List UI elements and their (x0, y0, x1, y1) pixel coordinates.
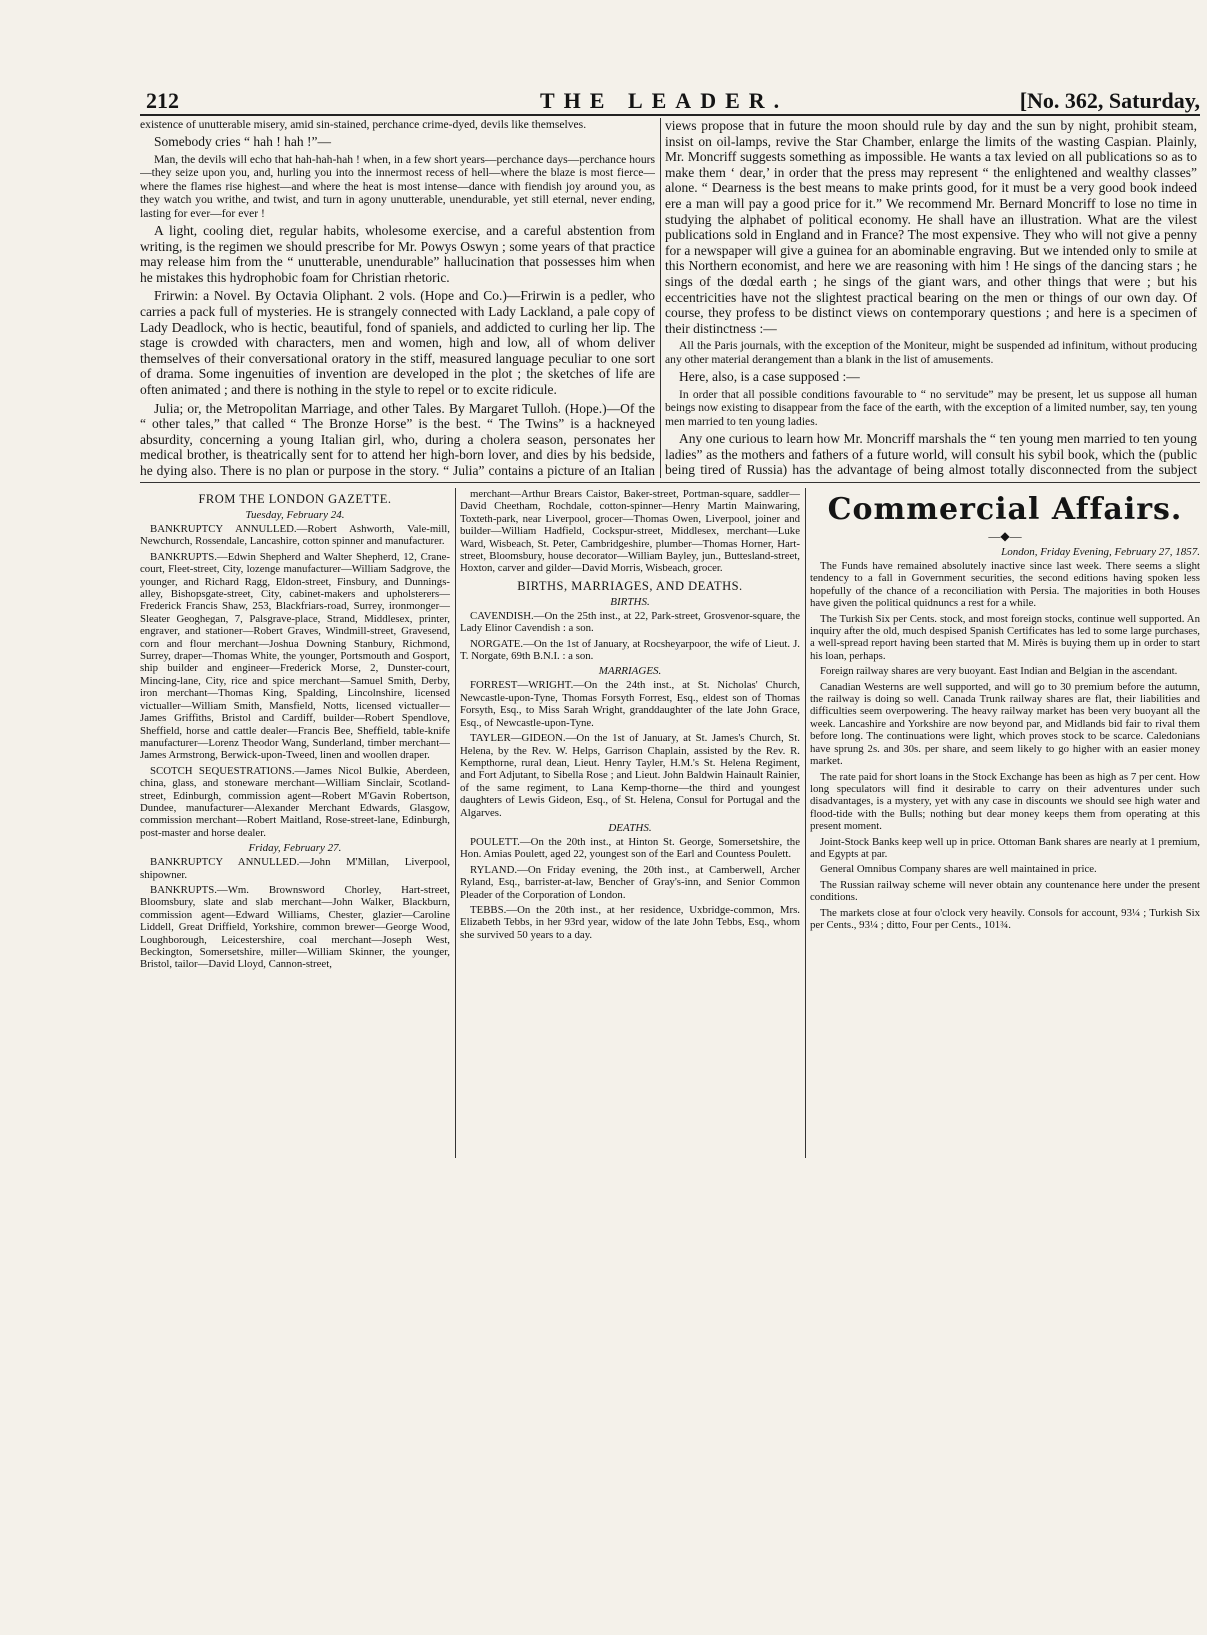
subheading: BIRTHS. (610, 595, 650, 608)
quotation: In order that all possible conditions favourable to “ no servitude” may be present, let us suppose all human beings now existing to disappear from the face of the earth, with the exception of a limited number, say, ten young men married to ten young ladies. (665, 387, 1197, 428)
paragraph: The Turkish Six per Cents. stock, and most foreign stocks, continue well supported. An inquiry after the old, much despised Spanish Certificates has led to some large purchases, a well-spread report having been started that M. Mirès is buying them up in order to start his loan, perhaps. (810, 612, 1200, 662)
commercial-heading: Commercial Affairs. (827, 492, 1183, 527)
ornament-divider: —◆— (988, 529, 1022, 543)
column-divider (660, 118, 661, 478)
page-number: 212 (146, 88, 179, 113)
paragraph: Foreign railway shares are very buoyant. East Indian and Belgian in the ascendant. (820, 665, 1178, 678)
paragraph: General Omnibus Company shares are well maintained in price. (820, 863, 1097, 876)
paragraph: Julia; or, the Metropolitan Marriage, and other Tales. By Margaret Tulloh. (Hope.)—Of the “ other tales,” that called “ The Bronze Horse” is the best. “ The Twins” is a hackneyed absurdity, concerning a young Italian girl, who, during a cholera season, personates her medical brother, is theatrically sent for to attend her high-born lover, and dies by his bedside, he dying also. There is no plan or purpose in the story. “ Julia” contains a picture of an Italian (140, 400, 655, 478)
column-gazette-births (460, 488, 800, 1158)
newspaper-title: THE LEADER. (540, 88, 789, 113)
paragraph: existence of unutterable misery, amid sin-stained, perchance crime-dyed, devils like themselves. (140, 118, 587, 131)
section-heading: FROM THE LONDON GAZETTE. (198, 492, 392, 506)
column-divider (805, 488, 806, 1158)
masthead (140, 88, 1200, 116)
paragraph: Canadian Westerns are well supported, and will go to 30 premium before the autumn, the railway is doing so well. Canada Trunk railway shares are flat, their liabilities and difficulties seem overpowering. The heavy railway market has been very buoyant all the week. Lancashire and Yorkshire are now beyond par, and Midlands bid fair to rival them before long. The continuations were light, which proves stock to be scarce. Caledonians have sprung 2s. and 30s. per share, and seem likely to go higher with an easier money market. (810, 680, 1200, 768)
gazette-entry: SCOTCH SEQUESTRATIONS.—James Nicol Bulkie, Aberdeen, china, glass, and stoneware merchant—William Sinclair, Scotland-street, Edinburgh, commission agent—Robert M'Gavin Robertson, Dundee, manufacturer—Alexander Merchant Edwards, Glasgow, commission merchant—Robert Maitland, Rose-street-lane, Edinburgh, post-master and horse dealer. (140, 764, 450, 839)
paragraph: Somebody cries “ hah ! hah !”— (154, 134, 331, 150)
gazette-entry: BANKRUPTS.—Edwin Shepherd and Walter Shepherd, 12, Crane-court, Fleet-street, City, lozenge manufacturer—William Sadgrove, the younger, and Richard Ragg, Eldon-street, Finsbury, and Dunnings-alley, Bishopsgate-street, City, cabinet-makers and upholsterers—Frederick Francis Shaw, 253, Blackfriars-road, Surrey, ironmonger—Sleater Geoghegan, 7, Palsgrave-place, Strand, Middlesex, printer, engraver, and stationer—Robert Graves, Windmill-street, Gravesend, corn and flour merchant—Joshua Downing Stanbury, Richmond, Surrey, draper—Thomas White, the younger, Portsmouth and Gosport, ship builder and engineer—Frederick Morse, 2, Dunster-court, Mincing-lane, City, rice and spice merchant—Samuel Smith, Derby, iron merchant—Thomas King, Spalding, Lincolnshire, licensed victualler—William Smith, Mansfield, Notts, licensed victualler—James Griffiths, Bristol and Cardiff, builder—Robert Spendlove, Sheffield, horse and cattle dealer—Francis Bee, Sheffield, table-knife manufacturer—Lorenz Theodor Wang, Sunderland, timber merchant—James Armstrong, Berwick-upon-Tweed, linen and woollen draper. (140, 550, 450, 762)
paragraph: The markets close at four o'clock very heavily. Consols for account, 93¼ ; Turkish Six per Cents., 93¼ ; ditto, Four per Cents., 101¾. (810, 906, 1200, 931)
dateline: London, Friday Evening, February 27, 1857. (1001, 546, 1200, 558)
notice: FORREST—WRIGHT.—On the 24th inst., at St. Nicholas' Church, Newcastle-upon-Tyne, Thomas Forsyth Forrest, Esq., eldest son of Thomas Forsyth, Esq., to Miss Sarah Wright, granddaughter of the late John Grace, Esq., of Newcastle-upon-Tyne. (460, 679, 800, 729)
subheading: MARRIAGES. (598, 665, 662, 678)
subheading: DEATHS. (608, 821, 652, 834)
gazette-entry: merchant—Arthur Brears Caistor, Baker-street, Portman-square, saddler—David Cheetham, Rochdale, cotton-spinner—Henry Martin Mainwaring, Toxteth-park, near Liverpool, grocer—Thomas Owen, Liverpool, joiner and builder—William Hadfield, Cockspur-street, Middlesex, merchant—Luke Ward, Wisbeach, St. Peter, Cambridgeshire, plumber—Thomas Horner, Hart-street, Bloomsbury, house decorator—William Bayley, jun., Buttesland-street, Hoxton, carver and gilder—David Morris, Wisbeach, grocer. (460, 488, 800, 575)
section-rule (140, 482, 1200, 483)
dateline: Tuesday, February 24. (245, 509, 345, 521)
column-divider (455, 488, 456, 1158)
column-commercial (810, 488, 1200, 1158)
gazette-entry: BANKRUPTCY ANNULLED.—Robert Ashworth, Vale-mill, Newchurch, Rossendale, Lancashire, cotton spinner and manufacturer. (140, 523, 450, 548)
column-review-arts (665, 118, 1197, 478)
column-gazette (140, 488, 450, 1158)
notice: TEBBS.—On the 20th inst., at her residence, Uxbridge-common, Mrs. Elizabeth Tebbs, in her 93rd year, widow of the late John Tebbs, Esq., whom she survived 50 years to a day. (460, 903, 800, 941)
column-reviews (140, 118, 655, 478)
paragraph: Any one curious to learn how Mr. Moncriff marshals the “ ten young men married to ten young ladies” as the mothers and fathers of a future world, will consult his sybil book, which the (public being tired of Russia) has the advantage of being almost totally disconnected from the subject (665, 430, 1197, 478)
paragraph: Man, the devils will echo that hah-hah-hah ! when, in a few short years—perchance days—perchance hours—they seize upon you, and, hurling you into the innermost recess of hell—where the blaze is most fierce—where the flames rise highest—and where the heat is most intense—dance with fiendish joy around you, as they watch you writhe, and twist, and turn in agony unutterable, unendurable, yet still eternal, never ending, lasting for ever—for ever ! (140, 153, 655, 220)
notice: CAVENDISH.—On the 25th inst., at 22, Park-street, Grosvenor-square, the Lady Elinor Cavendish : a son. (460, 609, 800, 635)
issue-info: [No. 362, Saturday, (1019, 88, 1200, 113)
masthead-rule (140, 114, 1200, 116)
paragraph: views propose that in future the moon should rule by day and the sun by night, prohibit steam, insist on oil-lamps, revive the Star Chamber, enlarge the limits of the wasting Caspian. Plainly, Mr. Moncriff suggests something as impossible. He wants a tax levied on all publications so as to make them ‘ dear,’ in order that the press may represent “ the enlightened and wealthy classes” alone. “ Dearness is the best means to make prints good, for it must be a very good book indeed ere a man will pay a good price for it.” We recommend Mr. Bernard Moncriff to lose no time in studying the alphabet of political economy. He shall have an illustration. What are the vilest publications sold in England and in France? The most expensive. They who will not give a penny for a newspaper will give a guinea for an abominable engraving. But we intended only to smile at this Northern economist, and here we are reasoning with him ! He sings of the dancing stars ; he sings of the dœdal earth ; he sings of the giant wars, and other things that were ; but his eccentricities have not the slightest practical bearing on the men or things of our own day. Of course, they profess to be distinct views on contemporary questions ; and here is a specimen of their distinctness :— (665, 118, 1197, 336)
notice: RYLAND.—On Friday evening, the 20th inst., at Camberwell, Archer Ryland, Esq., barrister-at-law, Bencher of Gray's-inn, and Senior Common Pleader of the Corporation of London. (460, 863, 800, 901)
paragraph: Frirwin: a Novel. By Octavia Oliphant. 2 vols. (Hope and Co.)—Frirwin is a pedler, who carries a pack full of mysteries. He is strangely connected with Lady Lackland, a pale copy of Lady Deadlock, who is hectic, beautiful, fond of spaniels, and addicted to curling her lip. The stage is crowded with characters, men and women, high and low, all of whom deliver themselves of their conversational oratory in the stiff, measured language peculiar to one sort of drama. Some ingenuities of invention are developed in the plot ; the sketches of life are often animated ; and there is nothing in the style to repel or to excite ridicule. (140, 288, 655, 397)
paragraph: Here, also, is a case supposed :— (679, 369, 860, 385)
notice: POULETT.—On the 20th inst., at Hinton St. George, Somersetshire, the Hon. Amias Poulett, aged 22, youngest son of the Earl and Countess Poulett. (460, 835, 800, 861)
gazette-entry: BANKRUPTCY ANNULLED.—John M'Millan, Liverpool, shipowner. (140, 856, 450, 881)
notice: NORGATE.—On the 1st of January, at Rocsheyarpoor, the wife of Lieut. J. T. Norgate, 69th B.N.I. : a son. (460, 637, 800, 663)
paragraph: The Funds have remained absolutely inactive since last week. There seems a slight tendency to a fall in Government securities, the second editions having spoken less hopefully of the chance of a reconciliation with Persia. The majorities in both Houses have given the political quidnuncs a rest for a while. (810, 560, 1200, 610)
paragraph: Joint-Stock Banks keep well up in price. Ottoman Bank shares are nearly at 1 premium, and Egypts at par. (810, 835, 1200, 860)
quotation: All the Paris journals, with the exception of the Moniteur, might be suspended ad infinitum, without producing any other material derangement than a blank in the list of amusements. (665, 339, 1197, 366)
section-heading: BIRTHS, MARRIAGES, AND DEATHS. (517, 578, 743, 593)
paragraph: A light, cooling diet, regular habits, wholesome exercise, and a careful abstention from writing, is the regimen we should prescribe for Mr. Powys Oswyn ; some years of that practice may release him from the “ unutterable, unendurable” hallucination that possesses him when he mistakes this hydrophobic foam for Christian rhetoric. (140, 223, 655, 285)
notice: TAYLER—GIDEON.—On the 1st of January, at St. James's Church, St. Helena, by the Rev. W. Helps, Garrison Chaplain, assisted by the Rev. R. Kempthorne, rural dean, Lieut. Henry Tayler, H.M.'s St. Helena Regiment, and Fort Adjutant, to Sibella Rose ; and Lieut. John Baldwin Hainault Rainier, of the same regiment, to Lana Kemp-thorne—the third and youngest daughters of Lewis Gideon, Esq., of St. Helena, Consul for Portugal and the Algarves. (460, 732, 800, 819)
paragraph: The Russian railway scheme will never obtain any countenance here under the present conditions. (810, 878, 1200, 904)
gazette-entry: BANKRUPTS.—Wm. Brownsword Chorley, Hart-street, Bloomsbury, slate and slab merchant—John Walker, Blackburn, commission agent—Edward Williams, Chester, glazier—Caroline Liddell, Great Driffield, Yorkshire, common brewer—George Wood, Loughborough, Leicestershire, coal merchant—Joseph West, Beckington, Somersetshire, miller—William Skinner, the younger, Bristol, tailor—David Lloyd, Cannon-street, (140, 883, 450, 971)
dateline: Friday, February 27. (248, 842, 342, 855)
paragraph: The rate paid for short loans in the Stock Exchange has been as high as 7 per cent. How long speculators will find it desirable to carry on their adventures under such disadvantages, is a mystery, yet with any case in discounts we should see high water and flood-tide with the Bulls; nothing but dear money keeps them from operating at this present moment. (810, 770, 1200, 833)
